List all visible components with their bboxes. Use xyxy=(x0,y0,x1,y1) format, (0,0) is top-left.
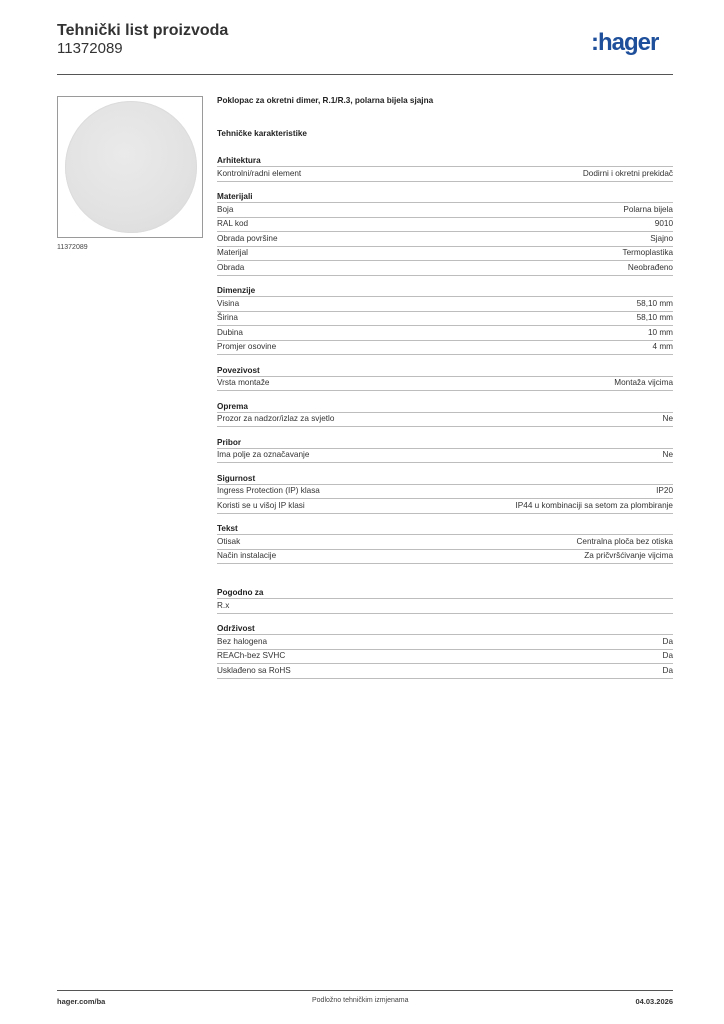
spec-value: 58,10 mm xyxy=(636,298,673,308)
spec-label: Obrada xyxy=(217,262,245,272)
svg-text::hager: :hager xyxy=(591,29,659,56)
spec-row xyxy=(217,413,673,428)
spec-value: Za pričvršćivanje vijcima xyxy=(584,551,673,560)
spec-label: Boja xyxy=(217,204,234,214)
spec-value: Da xyxy=(662,651,673,660)
spec-value: Termoplastika xyxy=(622,248,673,257)
spec-row xyxy=(217,535,673,550)
section-title: Dimenzije xyxy=(217,285,673,297)
product-name: Poklopac za okretni dimer, R.1/R.3, polarna bijela sjajna xyxy=(217,96,434,105)
spec-row xyxy=(217,635,673,650)
spec-label: Način instalacije xyxy=(217,551,277,560)
spec-value: 10 mm xyxy=(647,327,673,337)
spec-sections xyxy=(217,155,673,679)
spec-label: Ingress Protection (IP) klasa xyxy=(217,486,320,495)
spec-label: Ima polje za označavanje xyxy=(217,450,310,459)
spec-value: Neobrađeno xyxy=(627,262,673,272)
page-title: Tehnički list proizvoda xyxy=(57,22,229,39)
footer-divider xyxy=(57,990,673,991)
spec-label: Bez halogena xyxy=(217,636,268,646)
footer-website[interactable]: hager.com/ba xyxy=(57,997,106,1006)
section-title: Oprema xyxy=(217,401,673,413)
spec-row xyxy=(217,377,673,392)
spec-row xyxy=(217,550,673,565)
section-title: Povezivost xyxy=(217,365,673,377)
spec-label: Usklađeno sa RoHS xyxy=(217,665,291,675)
spec-label: Kontrolni/radni element xyxy=(217,168,302,178)
spec-label: Širina xyxy=(217,313,238,322)
spec-label: Otisak xyxy=(217,536,241,546)
section-title: Sigurnost xyxy=(217,473,673,485)
footer-date: 04.03.2026 xyxy=(635,997,673,1006)
spec-value: 9010 xyxy=(654,219,673,228)
spec-value: Centralna ploča bez otiska xyxy=(576,536,673,546)
spec-label: REACh-bez SVHC xyxy=(217,651,286,660)
spec-row xyxy=(217,203,673,218)
spec-label: Visina xyxy=(217,298,240,308)
spec-row xyxy=(217,341,673,356)
cover-disc-image xyxy=(65,101,197,233)
characteristics-title: Tehničke karakteristike xyxy=(217,129,307,138)
spec-label: R.x xyxy=(217,600,230,610)
spec-label: Vrsta montaže xyxy=(217,378,270,387)
spec-content xyxy=(217,96,673,679)
section-title: Održivost xyxy=(217,623,673,635)
spec-row xyxy=(217,297,673,312)
section-title: Pogodno za xyxy=(217,587,673,599)
spec-label: Materijal xyxy=(217,248,248,257)
product-image xyxy=(57,96,203,238)
spec-value: IP20 xyxy=(656,486,673,495)
image-caption: 11372089 xyxy=(57,244,88,251)
spec-label: Obrada površine xyxy=(217,233,278,243)
spec-row xyxy=(217,499,673,514)
spec-row xyxy=(217,218,673,233)
spec-value: Ne xyxy=(662,450,673,459)
spec-row xyxy=(217,326,673,341)
header-divider xyxy=(57,74,673,75)
spec-value: Montaža vijcima xyxy=(614,378,673,387)
spec-value: Ne xyxy=(662,414,673,423)
spec-label: Koristi se u višoj IP klasi xyxy=(217,500,305,510)
spec-row xyxy=(217,599,673,614)
spec-row xyxy=(217,485,673,500)
spec-row xyxy=(217,449,673,464)
spec-row xyxy=(217,312,673,327)
spec-value: Da xyxy=(662,636,673,646)
spec-value: 4 mm xyxy=(652,342,673,351)
hager-logo xyxy=(591,29,673,57)
spec-row xyxy=(217,261,673,276)
spec-label: RAL kod xyxy=(217,219,249,228)
section-title: Arhitektura xyxy=(217,155,673,167)
spec-value: 58,10 mm xyxy=(636,313,673,322)
spec-row xyxy=(217,650,673,665)
product-number: 11372089 xyxy=(57,40,123,57)
spec-row xyxy=(217,232,673,247)
section-title: Tekst xyxy=(217,523,673,535)
footer-notice: Podložno tehničkim izmjenama xyxy=(312,997,409,1004)
spec-row xyxy=(217,247,673,262)
spec-value: Dodirni i okretni prekidač xyxy=(582,168,673,178)
spec-row xyxy=(217,664,673,679)
spec-value: Polarna bijela xyxy=(623,204,673,214)
section-title: Materijali xyxy=(217,191,673,203)
spec-label: Promjer osovine xyxy=(217,342,277,351)
spec-row xyxy=(217,167,673,182)
spec-label: Prozor za nadzor/izlaz za svjetlo xyxy=(217,414,335,423)
spec-value: Sjajno xyxy=(650,233,673,243)
spec-label: Dubina xyxy=(217,327,243,337)
spec-value: IP44 u kombinaciji sa setom za plombiranje xyxy=(515,500,673,510)
spec-value: Da xyxy=(662,665,673,675)
section-title: Pribor xyxy=(217,437,673,449)
